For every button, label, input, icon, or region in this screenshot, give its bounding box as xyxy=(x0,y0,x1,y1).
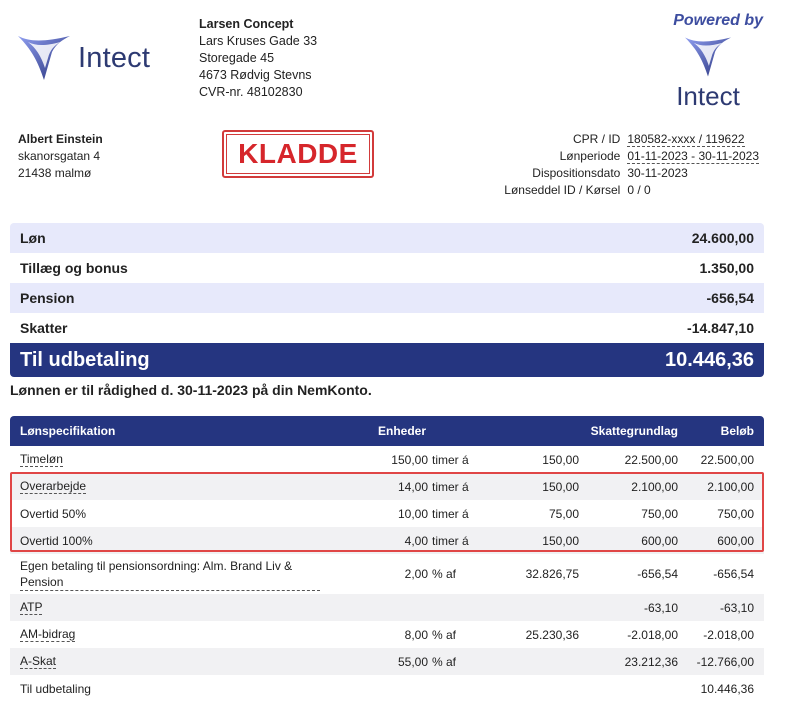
line-item-name[interactable]: Overarbejde xyxy=(20,479,87,493)
line-item-rate: 75,00 xyxy=(548,506,579,521)
line-item-tax-base: 2.100,00 xyxy=(631,479,678,494)
line-item-unit: % af xyxy=(432,627,457,642)
summary-row-taxes xyxy=(10,313,764,343)
disposition-value: 30-11-2023 xyxy=(627,166,688,180)
line-item-name: Overtid 100% xyxy=(20,533,93,548)
line-item-total: 10.446,36 xyxy=(700,681,754,696)
line-item-tax-base: 23.212,36 xyxy=(624,654,678,669)
logo-wordmark: Intect xyxy=(78,41,151,74)
slip-id-label: Lønseddel ID / Kørsel xyxy=(504,183,621,197)
header-specification: Lønspecifikation xyxy=(20,424,116,438)
period-label: Lønperiode xyxy=(559,149,621,163)
slip-id-value: 0 / 0 xyxy=(627,183,651,197)
header-tax-base: Skattegrundlag xyxy=(590,424,678,438)
line-item-rate: 32.826,75 xyxy=(525,567,579,581)
line-item-rate: 150,00 xyxy=(542,452,579,467)
summary-label: Pension xyxy=(20,290,75,306)
line-item-amount: 150,00 xyxy=(391,452,428,467)
header-amount: Beløb xyxy=(720,424,754,438)
line-item-amount: 8,00 xyxy=(404,627,428,642)
line-item-name: Til udbetaling xyxy=(20,681,91,696)
cpr-label: CPR / ID xyxy=(573,132,621,146)
payslip-specification-table xyxy=(10,416,764,702)
summary-value: -656,54 xyxy=(706,290,754,306)
summary-row-pension xyxy=(10,283,764,313)
intect-logo xyxy=(16,28,176,88)
table-row xyxy=(10,594,764,621)
summary-value: 1.350,00 xyxy=(699,260,754,276)
employee-info xyxy=(18,131,103,182)
header-units: Enheder xyxy=(378,424,427,438)
summary-label: Tillæg og bonus xyxy=(20,260,128,276)
company-city: 4673 Rødvig Stevns xyxy=(199,68,312,82)
line-item-amount: 10,00 xyxy=(397,506,428,521)
company-address-1: Lars Kruses Gade 33 xyxy=(199,34,318,48)
line-item-unit: % af xyxy=(432,654,457,669)
line-item-unit: timer á xyxy=(432,506,469,521)
intect-logo-icon xyxy=(680,34,736,80)
line-item-name[interactable]: AM-bidrag xyxy=(20,627,76,641)
employee-street: skanorsgatan 4 xyxy=(18,149,101,163)
powered-by-text: Powered by xyxy=(673,12,763,29)
line-item-amount: 4,00 xyxy=(404,533,428,548)
line-item-name[interactable]: Egen betaling til pensionsordning: Alm. Brand Liv & Pension xyxy=(20,558,320,591)
summary-table xyxy=(10,223,764,377)
cpr-value[interactable]: 180582-xxxx / 119622 xyxy=(627,132,745,146)
table-row xyxy=(10,675,764,702)
payslip-meta xyxy=(504,131,759,199)
period-value[interactable]: 01-11-2023 - 30-11-2023 xyxy=(627,149,759,163)
line-item-unit: timer á xyxy=(432,479,469,494)
draft-stamp-text: KLADDE xyxy=(226,134,370,174)
line-item-tax-base: 600,00 xyxy=(641,533,678,548)
table-row xyxy=(10,446,764,473)
company-cvr: CVR-nr. 48102830 xyxy=(199,85,303,99)
employee-name: Albert Einstein xyxy=(18,132,103,146)
summary-row-salary xyxy=(10,223,764,253)
line-item-tax-base: -63,10 xyxy=(643,600,678,615)
company-info xyxy=(199,16,317,101)
line-item-unit: timer á xyxy=(432,533,469,548)
intect-logo-icon xyxy=(16,32,72,84)
total-value: 10.446,36 xyxy=(665,348,754,371)
summary-value: -14.847,10 xyxy=(687,320,754,336)
spec-header-row xyxy=(10,416,764,446)
line-item-total: -63,10 xyxy=(719,600,754,615)
company-address-2: Storegade 45 xyxy=(199,51,275,65)
line-item-unit: timer á xyxy=(432,452,469,467)
line-item-amount: 2,00 xyxy=(404,567,428,581)
line-item-total: 22.500,00 xyxy=(700,452,754,467)
table-row xyxy=(10,648,764,675)
summary-total-row xyxy=(10,343,764,377)
line-item-total: 600,00 xyxy=(717,533,754,548)
line-item-tax-base: 22.500,00 xyxy=(624,452,678,467)
line-item-total: 2.100,00 xyxy=(707,479,754,494)
line-item-name[interactable]: Timeløn xyxy=(20,452,63,466)
line-item-rate: 150,00 xyxy=(542,479,579,494)
line-item-amount: 14,00 xyxy=(397,479,428,494)
table-row xyxy=(10,500,764,527)
company-name: Larsen Concept xyxy=(199,17,294,31)
draft-stamp xyxy=(222,130,374,178)
line-item-amount: 55,00 xyxy=(397,654,428,669)
line-item-name: Overtid 50% xyxy=(20,506,87,521)
line-item-tax-base: 750,00 xyxy=(641,506,678,521)
line-item-name[interactable]: A-Skat xyxy=(20,654,57,668)
summary-value: 24.600,00 xyxy=(691,230,754,246)
summary-row-bonus xyxy=(10,253,764,283)
line-item-total: 750,00 xyxy=(717,506,754,521)
line-item-rate: 25.230,36 xyxy=(525,627,579,642)
line-item-rate: 150,00 xyxy=(542,533,579,548)
disposition-label: Dispositionsdato xyxy=(532,166,621,180)
table-row xyxy=(10,473,764,500)
table-row xyxy=(10,554,764,594)
summary-label: Skatter xyxy=(20,320,68,336)
line-item-tax-base: -2.018,00 xyxy=(627,627,678,642)
line-item-unit: % af xyxy=(432,567,457,581)
line-item-total: -2.018,00 xyxy=(703,627,754,642)
line-item-name[interactable]: ATP xyxy=(20,600,43,614)
powered-by-logo xyxy=(653,12,763,112)
powered-wordmark: Intect xyxy=(676,81,740,111)
table-row xyxy=(10,527,764,554)
table-row xyxy=(10,621,764,648)
line-item-total: -656,54 xyxy=(713,567,754,581)
summary-label: Løn xyxy=(20,230,46,246)
total-label: Til udbetaling xyxy=(20,348,150,371)
line-item-total: -12.766,00 xyxy=(696,654,754,669)
employee-city: 21438 malmø xyxy=(18,166,92,180)
line-item-tax-base: -656,54 xyxy=(637,567,678,581)
availability-notice: Lønnen er til rådighed d. 30-11-2023 på din NemKonto. xyxy=(10,382,372,398)
